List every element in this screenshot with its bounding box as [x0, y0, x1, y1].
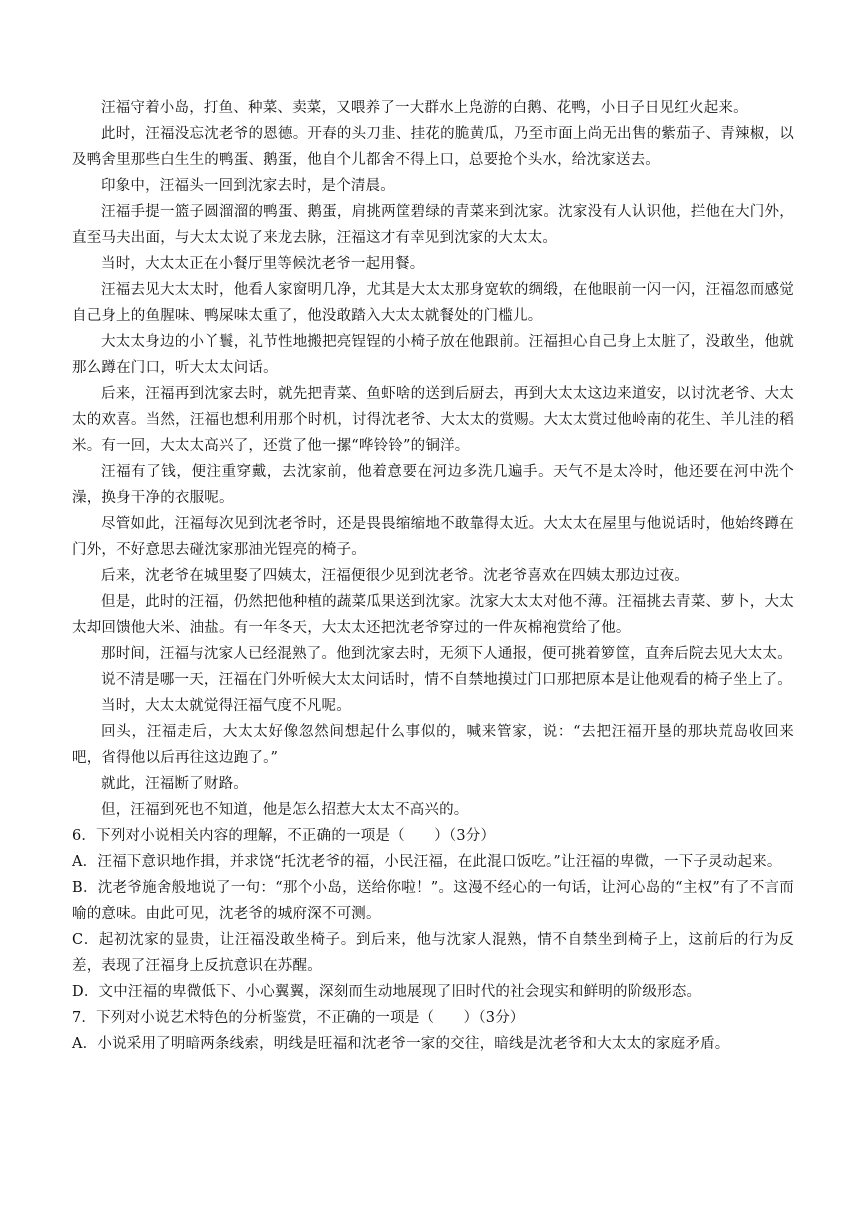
reading-passage: [72, 95, 794, 1057]
story-paragraph: 大太太身边的小丫鬟，礼节性地搬把亮锃锃的小椅子放在他跟前。汪福担心自己身上太脏了，没敢坐，他就那么蹲在门口，听大太太问话。: [72, 334, 794, 376]
story-paragraph: 就此，汪福断了财路。: [101, 776, 248, 792]
story-paragraph: 说不清是哪一天，汪福在门外听候大太太问话时，情不自禁地摸过门口那把原本是让他观看的椅子坐上了。: [101, 672, 792, 688]
story-paragraph: 后来，汪福再到沈家去时，就先把青菜、鱼虾啥的送到后厨去，再到大太太这边来道安，以讨沈老爷、大太太的欢喜。当然，汪福也想利用那个时机，讨得沈老爷、大太太的赏赐。大太太赏过他岭南的花生、羊儿洼的稻米。有一回，大太太高兴了，还赏了他一摞“哗铃铃”的铜洋。: [72, 386, 794, 454]
question-6-option-b: B．沈老爷施舍般地说了一句：“那个小岛，送给你啦！”。这漫不经心的一句话，让河心岛的“主权”有了不言而喻的意味。由此可见，沈老爷的城府深不可测。: [72, 880, 794, 922]
story-paragraph: 但是，此时的汪福，仍然把他种植的蔬菜瓜果送到沈家。沈家大太太对他不薄。汪福挑去青菜、萝卜，大太太却回馈他大米、油盐。有一年冬天，大太太还把沈老爷穿过的一件灰棉袍赏给了他。: [72, 594, 794, 636]
question-7-option-a: A．小说采用了明暗两条线索，明线是旺福和沈老爷一家的交往，暗线是沈老爷和大太太的家庭矛盾。: [72, 1036, 730, 1052]
question-6-option-c: C．起初沈家的显贵，让汪福没敢坐椅子。到后来，他与沈家人混熟，情不自禁坐到椅子上，这前后的行为反差，表现了汪福身上反抗意识在苏醒。: [72, 932, 794, 974]
question-6-option-a: A．汪福下意识地作揖，并求饶“托沈老爷的福，小民汪福，在此混口饭吃。”让汪福的卑微，一下子灵动起来。: [72, 854, 782, 870]
story-paragraph: 汪福去见大太太时，他看人家窗明几净，尤其是大太太那身宽软的绸缎，在他眼前一闪一闪，汪福忽而感觉自己身上的鱼腥味、鸭屎味太重了，他没敢踏入大太太就餐处的门槛儿。: [72, 282, 794, 324]
story-paragraph: 汪福手提一篮子圆溜溜的鸭蛋、鹅蛋，肩挑两筐碧绿的青菜来到沈家。沈家没有人认识他，拦他在大门外，直至马夫出面，与大太太说了来龙去脉，汪福这才有幸见到沈家的大太太。: [72, 204, 794, 246]
story-paragraph: 但，汪福到死也不知道，他是怎么招惹大太太不高兴的。: [101, 802, 469, 818]
story-paragraph: 尽管如此，汪福每次见到沈老爷时，还是畏畏缩缩地不敢靠得太近。大太太在屋里与他说话时，他始终蹲在门外，不好意思去碰沈家那油光锃亮的椅子。: [72, 516, 794, 558]
story-paragraph: 回头，汪福走后，大太太好像忽然间想起什么事似的，喊来管家，说：“去把汪福开垦的那块荒岛收回来吧，省得他以后再往这边跑了。”: [72, 724, 794, 766]
story-paragraph: 当时，大太太就觉得汪福气度不凡呢。: [101, 698, 351, 714]
story-paragraph: 汪福有了钱，便注重穿戴，去沈家前，他着意要在河边多洗几遍手。天气不是太冷时，他还要在河中洗个澡，换身干净的衣服呢。: [72, 464, 794, 506]
story-paragraph: 后来，沈老爷在城里娶了四姨太，汪福便很少见到沈老爷。沈老爷喜欢在四姨太那边过夜。: [101, 568, 689, 584]
story-paragraph: 当时，大太太正在小餐厅里等候沈老爷一起用餐。: [101, 256, 425, 272]
story-paragraph: 此时，汪福没忘沈老爷的恩德。开春的头刀韭、挂花的脆黄瓜，乃至市面上尚无出售的紫茄子、青辣椒，以及鸭舍里那些白生生的鸭蛋、鹅蛋，他自个儿都舍不得上口，总要抢个头水，给沈家送去。: [72, 126, 794, 168]
story-paragraph: 汪福守着小岛，打鱼、种菜、卖菜，又喂养了一大群水上凫游的白鹅、花鸭，小日子日见红火起来。: [101, 100, 748, 116]
question-7-stem: 7．下列对小说艺术特色的分析鉴赏，不正确的一项是（ ）（3分）: [72, 1010, 525, 1026]
story-paragraph: 那时间，汪福与沈家人已经混熟了。他到沈家去时，无须下人通报，便可挑着箩筐，直奔后院去见大太太。: [101, 646, 792, 662]
question-6-option-d: D．文中汪福的卑微低下、小心翼翼，深刻而生动地展现了旧时代的社会现实和鲜明的阶级形态。: [72, 984, 702, 1000]
story-paragraph: 印象中，汪福头一回到沈家去时，是个清晨。: [101, 178, 395, 194]
question-6-stem: 6．下列对小说相关内容的理解，不正确的一项是（ ）（3分）: [72, 828, 496, 844]
